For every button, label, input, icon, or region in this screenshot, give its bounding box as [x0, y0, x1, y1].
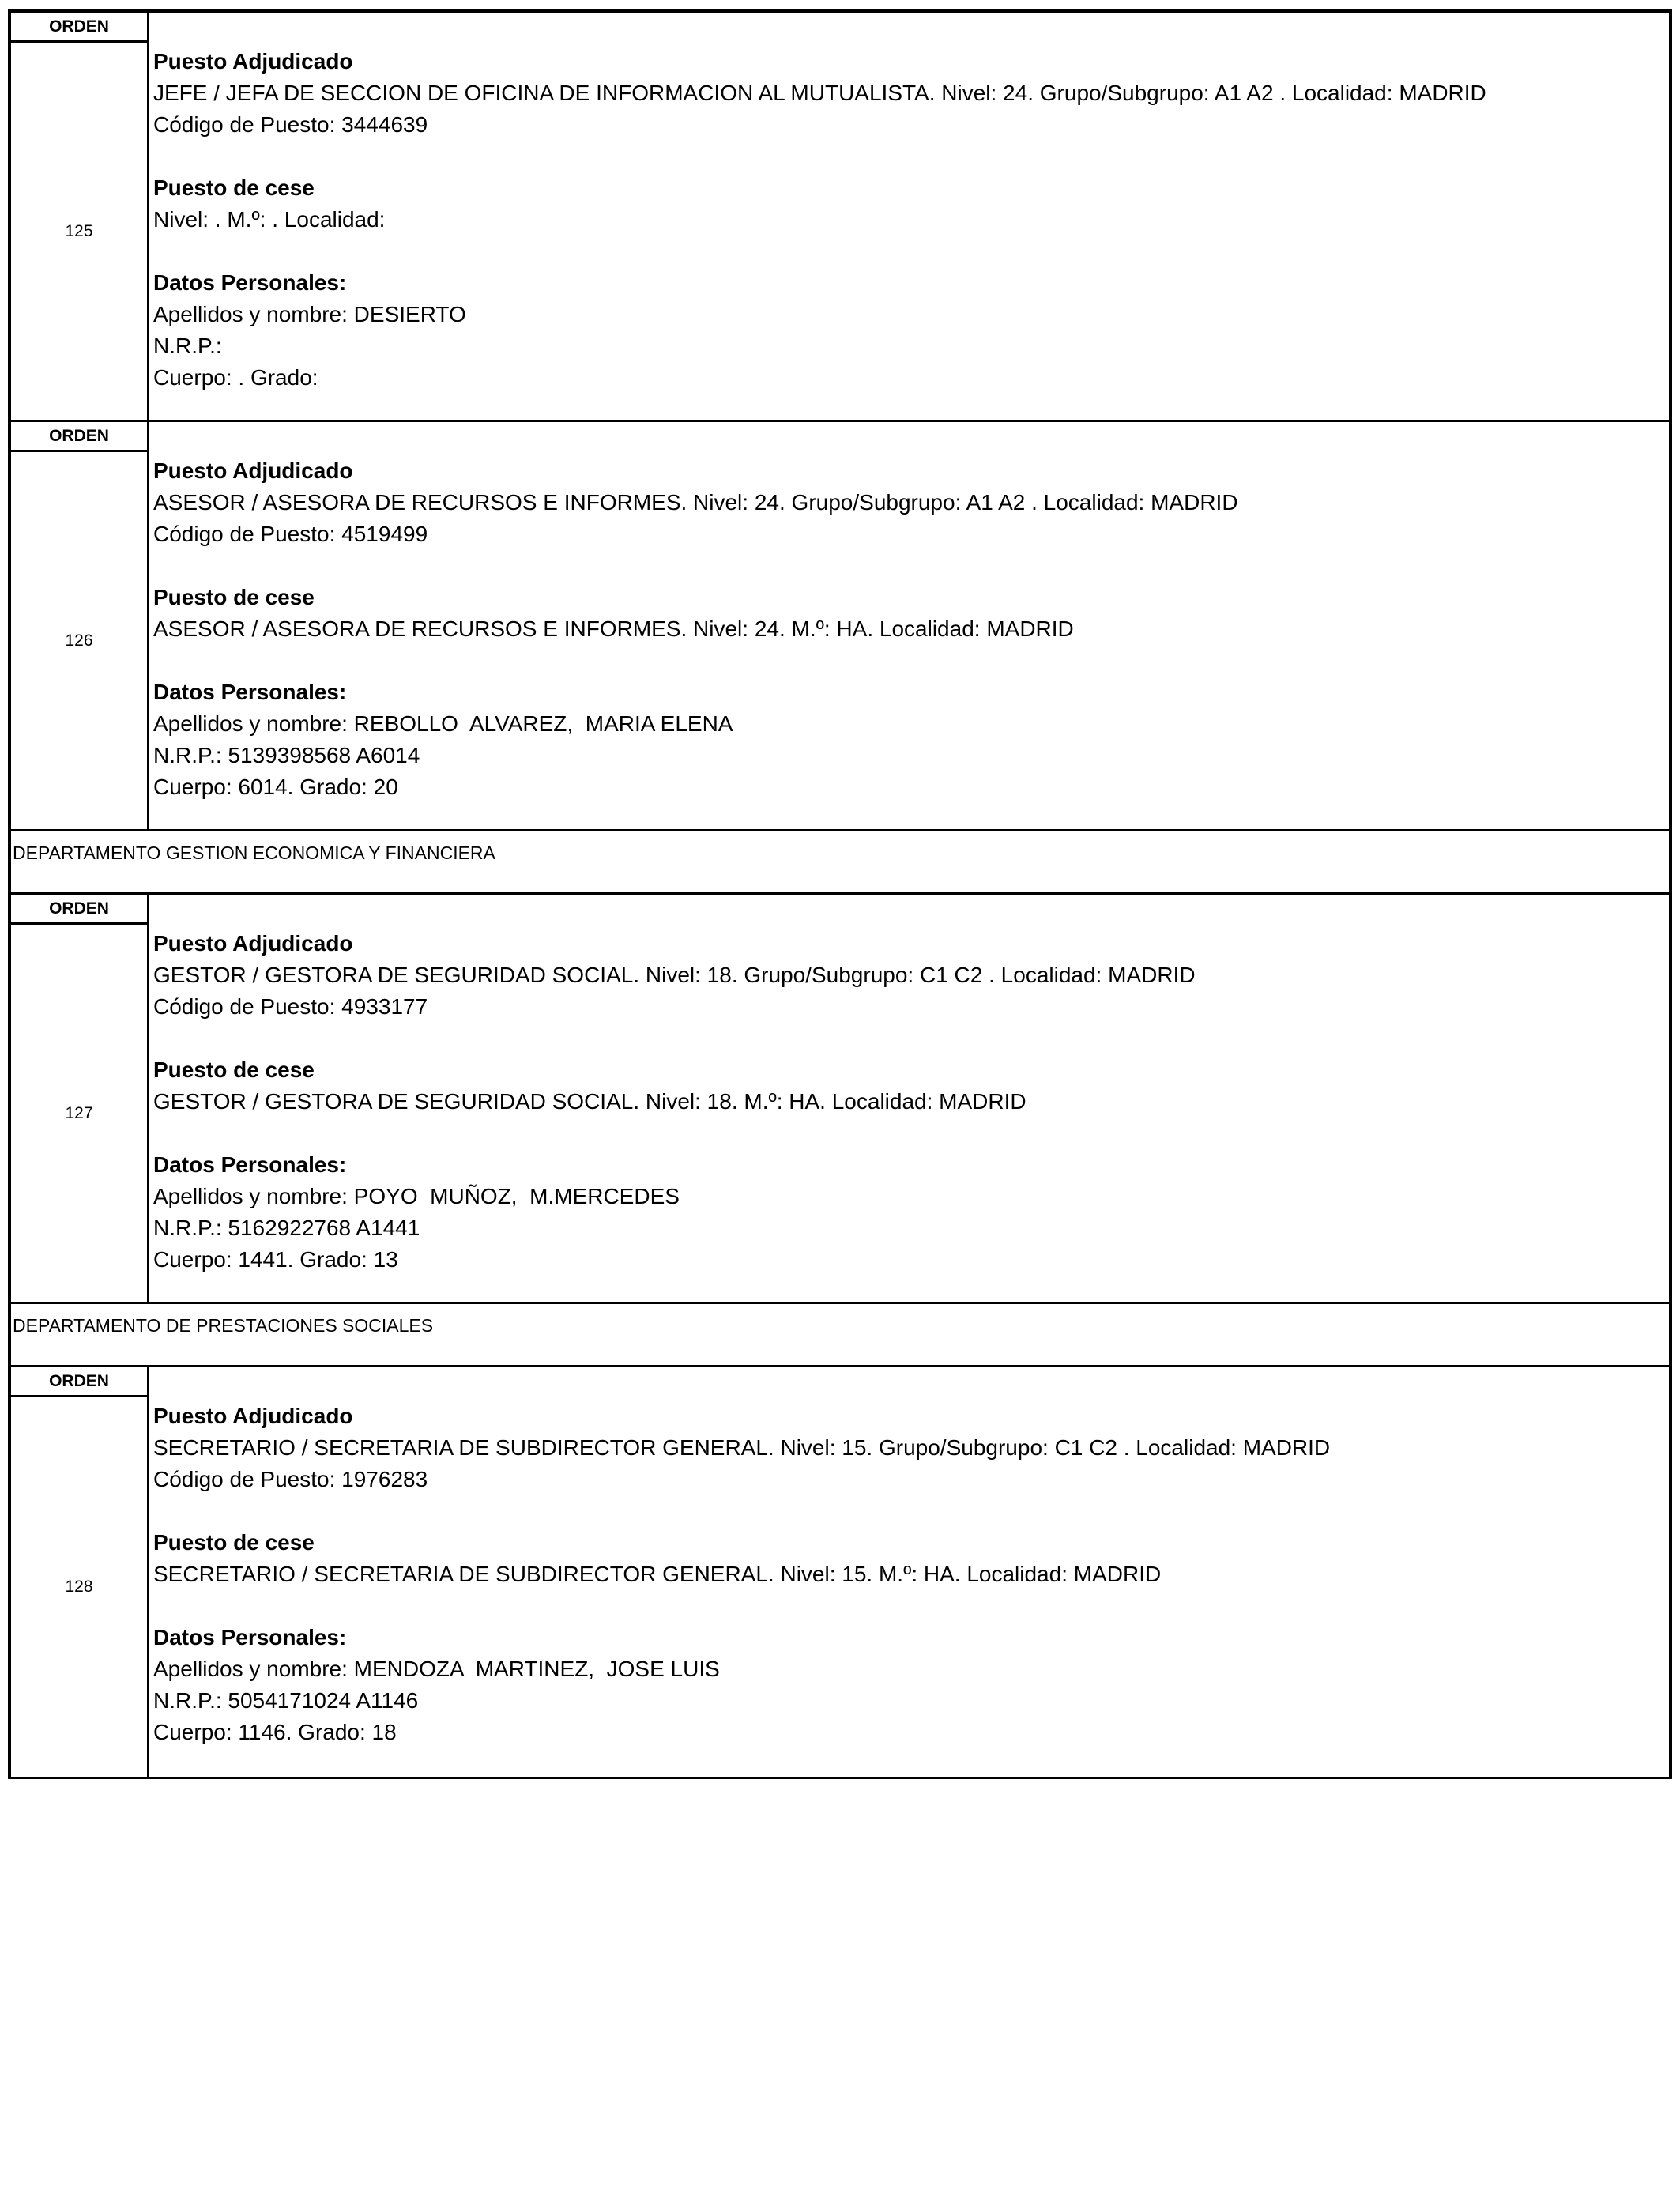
orden-number: 128: [65, 1578, 93, 1596]
apellidos-nombre: Apellidos y nombre: REBOLLO ALVAREZ, MARIA ELENA: [153, 711, 733, 736]
puesto-cese-label: Puesto de cese: [153, 175, 315, 200]
codigo-puesto: Código de Puesto: 3444639: [153, 112, 428, 137]
puesto-cese-text: SECRETARIO / SECRETARIA DE SUBDIRECTOR GENERAL. Nivel: 15. M.º: HA. Localidad: MADRID: [153, 1562, 1162, 1586]
orden-column: [11, 1367, 149, 1777]
nrp: N.R.P.: 5162922768 A1441: [153, 1216, 420, 1240]
orden-header: ORDEN: [11, 895, 147, 925]
puesto-cese-text: GESTOR / GESTORA DE SEGURIDAD SOCIAL. Nivel: 18. M.º: HA. Localidad: MADRID: [153, 1089, 1026, 1114]
orden-column: [11, 895, 149, 1302]
puesto-cese-text: ASESOR / ASESORA DE RECURSOS E INFORMES. Nivel: 24. M.º: HA. Localidad: MADRID: [153, 616, 1074, 641]
cuerpo-grado: Cuerpo: 1146. Grado: 18: [153, 1720, 397, 1744]
datos-personales-label: Datos Personales:: [153, 1625, 347, 1649]
apellidos-nombre: Apellidos y nombre: POYO MUÑOZ, M.MERCEDES: [153, 1184, 680, 1208]
nrp: N.R.P.: 5139398568 A6014: [153, 743, 420, 767]
entry-row: [11, 422, 1669, 831]
codigo-puesto: Código de Puesto: 1976283: [153, 1467, 428, 1491]
orden-header: ORDEN: [11, 13, 147, 43]
puesto-adjudicado-text: JEFE / JEFA DE SECCION DE OFICINA DE INFORMACION AL MUTUALISTA. Nivel: 24. Grupo/Subgrupo: A1 A2 . Localidad: MADRID: [153, 81, 1486, 105]
department-heading: DEPARTAMENTO DE PRESTACIONES SOCIALES: [11, 1304, 1669, 1367]
entry-row: [11, 13, 1669, 422]
puesto-adjudicado-text: ASESOR / ASESORA DE RECURSOS E INFORMES. Nivel: 24. Grupo/Subgrupo: A1 A2 . Localidad: MADRID: [153, 490, 1238, 515]
cuerpo-grado: Cuerpo: 1441. Grado: 13: [153, 1247, 398, 1272]
puesto-cese-label: Puesto de cese: [153, 1530, 315, 1555]
cuerpo-grado: Cuerpo: 6014. Grado: 20: [153, 775, 398, 799]
puesto-adjudicado-text: SECRETARIO / SECRETARIA DE SUBDIRECTOR GENERAL. Nivel: 15. Grupo/Subgrupo: C1 C2 . Localidad: MADRID: [153, 1435, 1331, 1460]
orden-column: [11, 422, 149, 829]
entry-details: [149, 13, 1669, 420]
datos-personales-label: Datos Personales:: [153, 1152, 347, 1177]
orden-number: 127: [65, 1103, 93, 1122]
orden-column: [11, 13, 149, 420]
apellidos-nombre: Apellidos y nombre: DESIERTO: [153, 302, 466, 326]
cuerpo-grado: Cuerpo: . Grado:: [153, 365, 318, 390]
puesto-adjudicado-label: Puesto Adjudicado: [153, 49, 353, 74]
puesto-cese-label: Puesto de cese: [153, 585, 315, 609]
nrp: N.R.P.: 5054171024 A1146: [153, 1688, 419, 1713]
codigo-puesto: Código de Puesto: 4519499: [153, 522, 428, 546]
department-heading: DEPARTAMENTO GESTION ECONOMICA Y FINANCIERA: [11, 831, 1669, 895]
puesto-cese-text: Nivel: . M.º: . Localidad:: [153, 207, 386, 232]
resolution-table: [8, 9, 1672, 1779]
puesto-adjudicado-label: Puesto Adjudicado: [153, 931, 353, 956]
orden-number: 125: [65, 221, 93, 240]
nrp: N.R.P.:: [153, 334, 222, 358]
datos-personales-label: Datos Personales:: [153, 270, 347, 295]
entry-details: [149, 1367, 1669, 1777]
puesto-adjudicado-label: Puesto Adjudicado: [153, 1404, 353, 1428]
datos-personales-label: Datos Personales:: [153, 680, 347, 704]
entry-details: [149, 422, 1669, 829]
orden-number: 126: [65, 631, 93, 650]
apellidos-nombre: Apellidos y nombre: MENDOZA MARTINEZ, JOSE LUIS: [153, 1657, 720, 1681]
entry-row: [11, 895, 1669, 1304]
puesto-adjudicado-text: GESTOR / GESTORA DE SEGURIDAD SOCIAL. Nivel: 18. Grupo/Subgrupo: C1 C2 . Localidad: MADRID: [153, 963, 1196, 987]
orden-header: ORDEN: [11, 422, 147, 452]
codigo-puesto: Código de Puesto: 4933177: [153, 994, 428, 1019]
entry-row: [11, 1367, 1669, 1777]
puesto-adjudicado-label: Puesto Adjudicado: [153, 458, 353, 483]
orden-header: ORDEN: [11, 1367, 147, 1397]
entry-details: [149, 895, 1669, 1302]
puesto-cese-label: Puesto de cese: [153, 1057, 315, 1082]
